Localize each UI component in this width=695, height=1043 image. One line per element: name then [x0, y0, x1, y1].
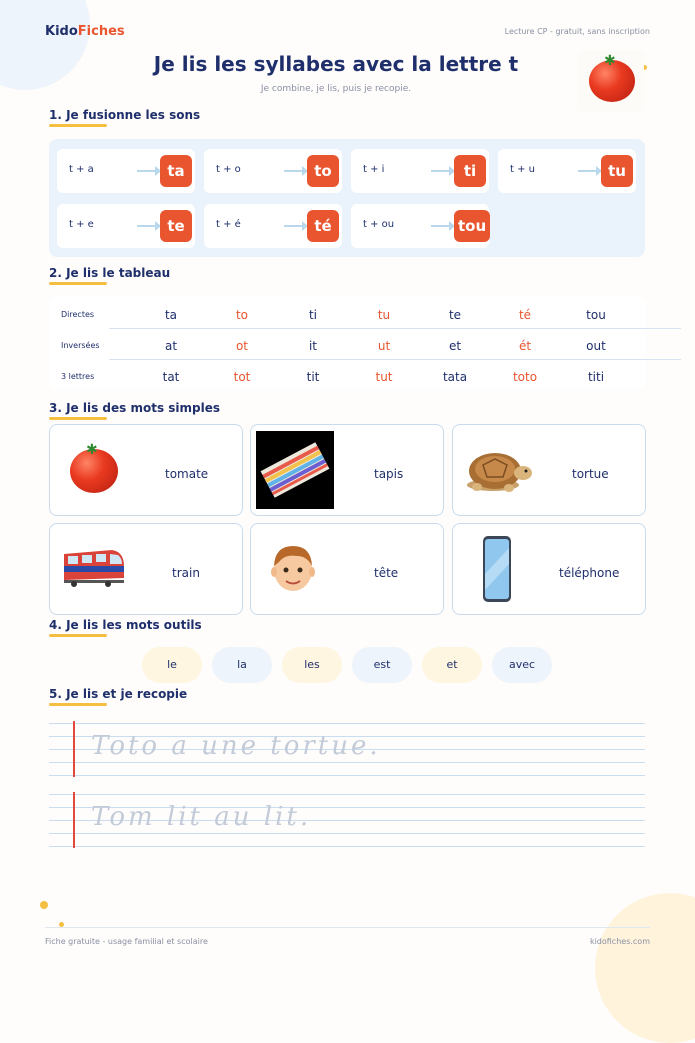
table-cell: ot — [235, 339, 249, 353]
tool-word-chip: la — [212, 647, 272, 683]
section-underline — [49, 634, 107, 637]
section-underline — [49, 282, 107, 285]
copy-model-text: Tom lit au lit. — [91, 802, 312, 832]
table-cell: et — [448, 339, 462, 353]
table-cell: out — [586, 339, 606, 353]
section-heading-tool-words: 4. Je lis les mots outils — [49, 618, 202, 632]
row-label: Directes — [61, 310, 95, 319]
decor-dot — [40, 901, 48, 909]
phone-icon — [479, 534, 515, 604]
brand-part2: Fiches — [77, 24, 125, 39]
table-cell: toto — [512, 370, 538, 384]
train-icon — [60, 544, 126, 590]
fusion-panel — [49, 139, 645, 257]
table-row — [61, 299, 633, 329]
table-cell: titi — [587, 370, 605, 384]
word-card — [250, 424, 444, 516]
section-heading-words: 3. Je lis des mots simples — [49, 401, 221, 415]
page-title: Je lis les syllabes avec la lettre t — [153, 52, 519, 76]
table-cell: té — [518, 308, 532, 322]
table-cell: it — [308, 339, 318, 353]
word-label: téléphone — [559, 566, 620, 580]
table-cell: at — [164, 339, 178, 353]
word-label: tortue — [572, 467, 609, 481]
table-divider — [109, 359, 681, 360]
fusion-card — [204, 149, 342, 193]
ruled-line — [49, 723, 645, 724]
turtle-icon — [461, 441, 533, 497]
table-row — [61, 361, 633, 391]
table-cell: tat — [162, 370, 180, 384]
table-cell: ét — [518, 339, 532, 353]
syllable-table — [49, 297, 645, 389]
margin-line — [73, 721, 75, 777]
row-label: Inversées — [61, 341, 100, 350]
table-divider — [109, 328, 681, 329]
word-card — [250, 523, 444, 615]
copy-model-text: Toto a une tortue. — [91, 731, 381, 761]
word-label: tête — [374, 566, 399, 580]
fusion-card — [57, 149, 195, 193]
header-tagline: Lecture CP - gratuit, sans inscription — [504, 27, 650, 36]
footer-note: Fiche gratuite - usage familial et scolaire — [45, 937, 208, 946]
footer-divider — [45, 927, 650, 928]
ruled-line — [49, 775, 645, 776]
section-underline — [49, 124, 107, 127]
decor-blob-bottom-right — [595, 893, 695, 1043]
table-cell: to — [235, 308, 249, 322]
fusion-result: ta — [160, 155, 192, 187]
fusion-result: ti — [454, 155, 486, 187]
fusion-result: tou — [454, 210, 490, 242]
table-cell: tit — [306, 370, 320, 384]
brand-part1: Kido — [45, 24, 78, 39]
fusion-result: té — [307, 210, 339, 242]
table-cell: ut — [377, 339, 391, 353]
tool-word-chip: le — [142, 647, 202, 683]
word-label: train — [172, 566, 200, 580]
tomato-hero-icon: ✱ — [578, 50, 644, 112]
fusion-result: to — [307, 155, 339, 187]
fusion-card — [351, 149, 489, 193]
footer-site-link[interactable]: kidofiches.com — [589, 937, 650, 946]
margin-line — [73, 792, 75, 848]
fusion-equation: t + e — [69, 219, 94, 230]
table-cell: tot — [233, 370, 251, 384]
ruled-line — [49, 762, 645, 763]
arrow-icon — [137, 170, 157, 172]
row-label: 3 lettres — [61, 372, 95, 381]
fusion-equation: t + ou — [363, 219, 395, 230]
fusion-equation: t + u — [510, 164, 535, 175]
arrow-icon — [578, 170, 598, 172]
fusion-result: te — [160, 210, 192, 242]
section-heading-table: 2. Je lis le tableau — [49, 266, 171, 280]
arrow-icon — [284, 170, 304, 172]
word-card — [49, 523, 243, 615]
tool-word-chip: avec — [492, 647, 552, 683]
table-cell: tata — [442, 370, 468, 384]
fusion-card — [204, 204, 342, 248]
copy-line-block — [49, 721, 645, 777]
arrow-icon — [284, 225, 304, 227]
copy-line-block — [49, 792, 645, 848]
tomato-icon: ✱ — [68, 443, 120, 495]
table-cell: tut — [375, 370, 393, 384]
table-cell: tou — [586, 308, 606, 322]
tool-word-chip: et — [422, 647, 482, 683]
section-heading-copy: 5. Je lis et je recopie — [49, 687, 188, 701]
word-label: tapis — [374, 467, 404, 481]
fusion-equation: t + é — [216, 219, 241, 230]
fusion-result: tu — [601, 155, 633, 187]
fusion-equation: t + i — [363, 164, 385, 175]
section-underline — [49, 417, 107, 420]
ruled-line — [49, 846, 645, 847]
table-row — [61, 330, 633, 360]
rug-icon — [256, 431, 334, 509]
table-cell: ta — [164, 308, 178, 322]
table-cell: ti — [308, 308, 318, 322]
head-icon — [267, 538, 319, 598]
word-card — [452, 424, 646, 516]
fusion-card — [351, 204, 489, 248]
page-subtitle: Je combine, je lis, puis je recopie. — [260, 84, 412, 94]
fusion-equation: t + o — [216, 164, 241, 175]
decor-blob-top-left — [0, 0, 90, 90]
arrow-icon — [431, 225, 451, 227]
word-card — [452, 523, 646, 615]
fusion-equation: t + a — [69, 164, 94, 175]
fusion-card — [57, 204, 195, 248]
ruled-line — [49, 794, 645, 795]
word-label: tomate — [165, 467, 209, 481]
arrow-icon — [137, 225, 157, 227]
tool-word-chip: les — [282, 647, 342, 683]
section-heading-fusion: 1. Je fusionne les sons — [49, 108, 201, 122]
ruled-line — [49, 833, 645, 834]
tool-word-chip: est — [352, 647, 412, 683]
table-cell: tu — [377, 308, 391, 322]
word-card — [49, 424, 243, 516]
fusion-card — [498, 149, 636, 193]
brand-logo — [45, 24, 125, 39]
arrow-icon — [431, 170, 451, 172]
section-underline — [49, 703, 107, 706]
table-cell: te — [448, 308, 462, 322]
